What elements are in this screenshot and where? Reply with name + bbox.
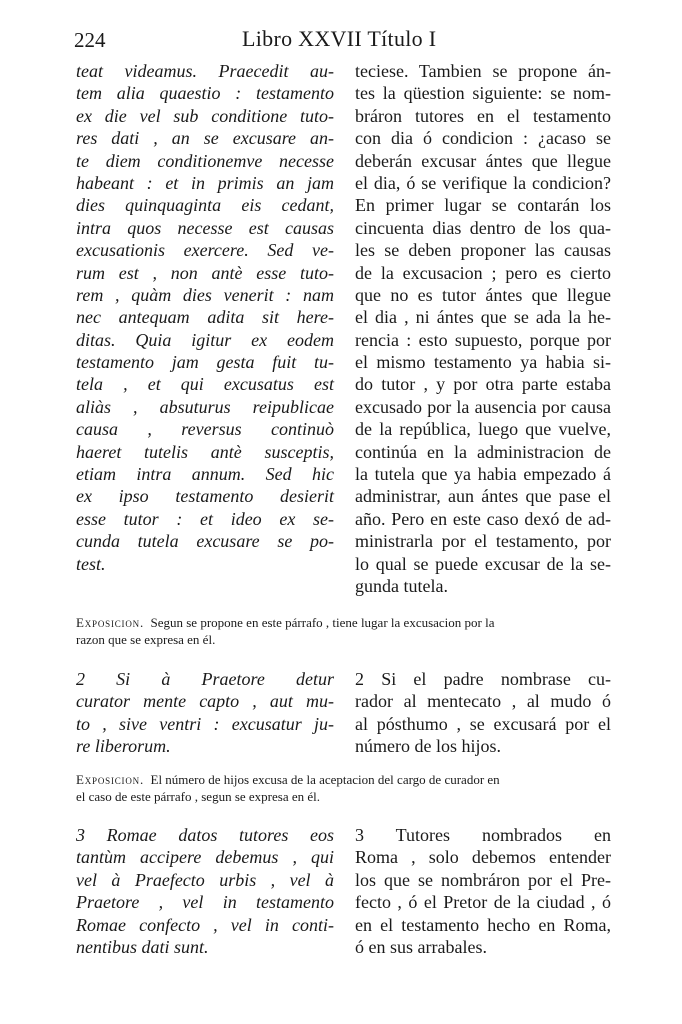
latin-column-section-1: [76, 60, 334, 575]
text-line: te diem conditionemve necesse: [76, 150, 334, 171]
text-line: etiam intra annum. Sed hic: [76, 464, 334, 485]
text-line: haeret tutelis antè susceptis,: [76, 441, 334, 462]
text-line: tes la qüestion siguiente: se nom-: [355, 83, 611, 104]
latin-column-section-2: [76, 668, 334, 758]
text-line: nentibus dati sunt.: [76, 936, 209, 957]
text-line: 3 Romae datos tutores eos: [76, 825, 334, 845]
text-line: do tutor , y por otra parte estaba: [355, 374, 611, 395]
text-line: res dati , an se excusare an-: [76, 128, 334, 149]
text-line: año. Pero en este caso dexó de ad-: [355, 508, 611, 529]
text-line: rum est , non antè esse tuto-: [76, 262, 334, 283]
text-line: excusationis exercere. Sed ve-: [76, 240, 334, 261]
text-line: ó en sus arrabales.: [355, 936, 487, 957]
text-line: que no es tutor ántes que llegue: [355, 284, 611, 305]
text-line: cunda tutela excusare se po-: [76, 531, 334, 552]
text-line: 2 Si à Praetore detur: [76, 669, 334, 689]
text-line: rem , quàm dies venerit : nam: [76, 284, 334, 305]
text-line: Romae confecto , vel in conti-: [76, 914, 334, 935]
text-line: administrar, aun ántes que pase el: [355, 486, 611, 507]
text-line: excusado por la ausencia por causa: [355, 396, 611, 417]
text-line: al pósthumo , se excusará por el: [355, 713, 611, 734]
exposicion-1: [76, 614, 610, 648]
text-line: de la excusacion ; pero es cierto: [355, 262, 611, 283]
text-line: el dia , ni ántes que se ada la he-: [355, 307, 611, 328]
text-line: tela , et qui excusatus est: [76, 374, 334, 395]
text-line: fecto , ó el Pretor de la ciudad , ó: [355, 892, 611, 913]
latin-column-section-3: [76, 824, 334, 958]
text-line: re liberorum.: [76, 736, 171, 757]
text-line: to , sive ventri : excusatur ju-: [76, 713, 334, 734]
text-line: curator mente capto , aut mu-: [76, 691, 334, 712]
text-line: nec antequam adita sit here-: [76, 307, 334, 328]
text-line: Praetore , vel in testamento: [76, 892, 334, 913]
text-line: rencia : esto supuesto, porque por: [355, 329, 611, 350]
exposicion-line: razon que se expresa en él.: [76, 632, 216, 647]
text-line: ministrarla por el testamento, por: [355, 531, 611, 552]
text-line: intra quos necesse est causas: [76, 217, 334, 238]
text-line: En primer lugar se contarán los: [355, 195, 611, 216]
text-line: tantùm accipere debemus , qui: [76, 847, 334, 868]
text-line: la tutela que ya habia empezado á: [355, 464, 611, 485]
text-line: vel à Praefecto urbis , vel à: [76, 869, 334, 890]
spanish-column-section-1: [355, 60, 611, 597]
exposicion-line: el caso de este párrafo , segun se expresa en él.: [76, 789, 320, 804]
text-line: 3 Tutores nombrados en: [355, 825, 611, 845]
spanish-column-section-2: [355, 668, 611, 758]
text-line: bráron tutores en el testamento: [355, 105, 611, 126]
text-line: dies quinquaginta eis cedant,: [76, 195, 334, 216]
text-line: 2 Si el padre nombrase cu-: [355, 669, 611, 689]
text-line: en el testamento hecho en Roma,: [355, 914, 611, 935]
text-line: lo qual se puede excusar de la se-: [355, 553, 611, 574]
text-line: ex ipso testamento desierit: [76, 486, 334, 507]
text-line: habeant : et in primis an jam: [76, 172, 334, 193]
text-line: los que se nombráron por el Pre-: [355, 869, 611, 890]
text-line: test.: [76, 553, 106, 574]
text-line: de la república, luego que vuelve,: [355, 419, 611, 440]
page-number: 224: [74, 28, 106, 52]
text-line: teat videamus. Praecedit au-: [76, 61, 334, 81]
exposicion-label: Exposicion.: [76, 615, 144, 630]
text-line: Roma , solo debemos entender: [355, 847, 611, 868]
text-line: el mismo testamento ya habia si-: [355, 352, 611, 373]
text-line: ex die vel sub conditione tuto-: [76, 105, 334, 126]
text-line: ditas. Quia igitur ex eodem: [76, 329, 334, 350]
text-line: cincuenta dias dentro de los qua-: [355, 217, 611, 238]
text-line: con dia ó condicion : ¿acaso se: [355, 128, 611, 149]
text-line: les se deben proponer las causas: [355, 240, 611, 261]
exposicion-line: Exposicion. El número de hijos excusa de la aceptacion del cargo de curador en: [76, 772, 500, 787]
text-line: causa , reversus continuò: [76, 419, 334, 440]
text-line: teciese. Tambien se propone án-: [355, 61, 611, 81]
text-line: número de los hijos.: [355, 736, 501, 757]
text-line: continúa en la administracion de: [355, 441, 611, 462]
text-line: aliàs , absuturus reipublicae: [76, 396, 334, 417]
text-line: tem alia quaestio : testamento: [76, 83, 334, 104]
exposicion-line: Exposicion. Segun se propone en este párrafo , tiene lugar la excusacion por la: [76, 615, 495, 630]
exposicion-2: [76, 771, 610, 805]
text-line: el dia, ó se verifique la condicion?: [355, 172, 611, 193]
exposicion-label: Exposicion.: [76, 772, 144, 787]
text-line: rador al mentecato , al mudo ó: [355, 691, 611, 712]
text-line: esse tutor : et ideo ex se-: [76, 508, 334, 529]
spanish-column-section-3: [355, 824, 611, 958]
running-title: Libro XXVII Título I: [242, 26, 437, 51]
text-line: deberán excusar ántes que llegue: [355, 150, 611, 171]
text-line: testamento jam gesta fuit tu-: [76, 352, 334, 373]
text-line: gunda tutela.: [355, 575, 448, 596]
page-header: [74, 24, 614, 54]
